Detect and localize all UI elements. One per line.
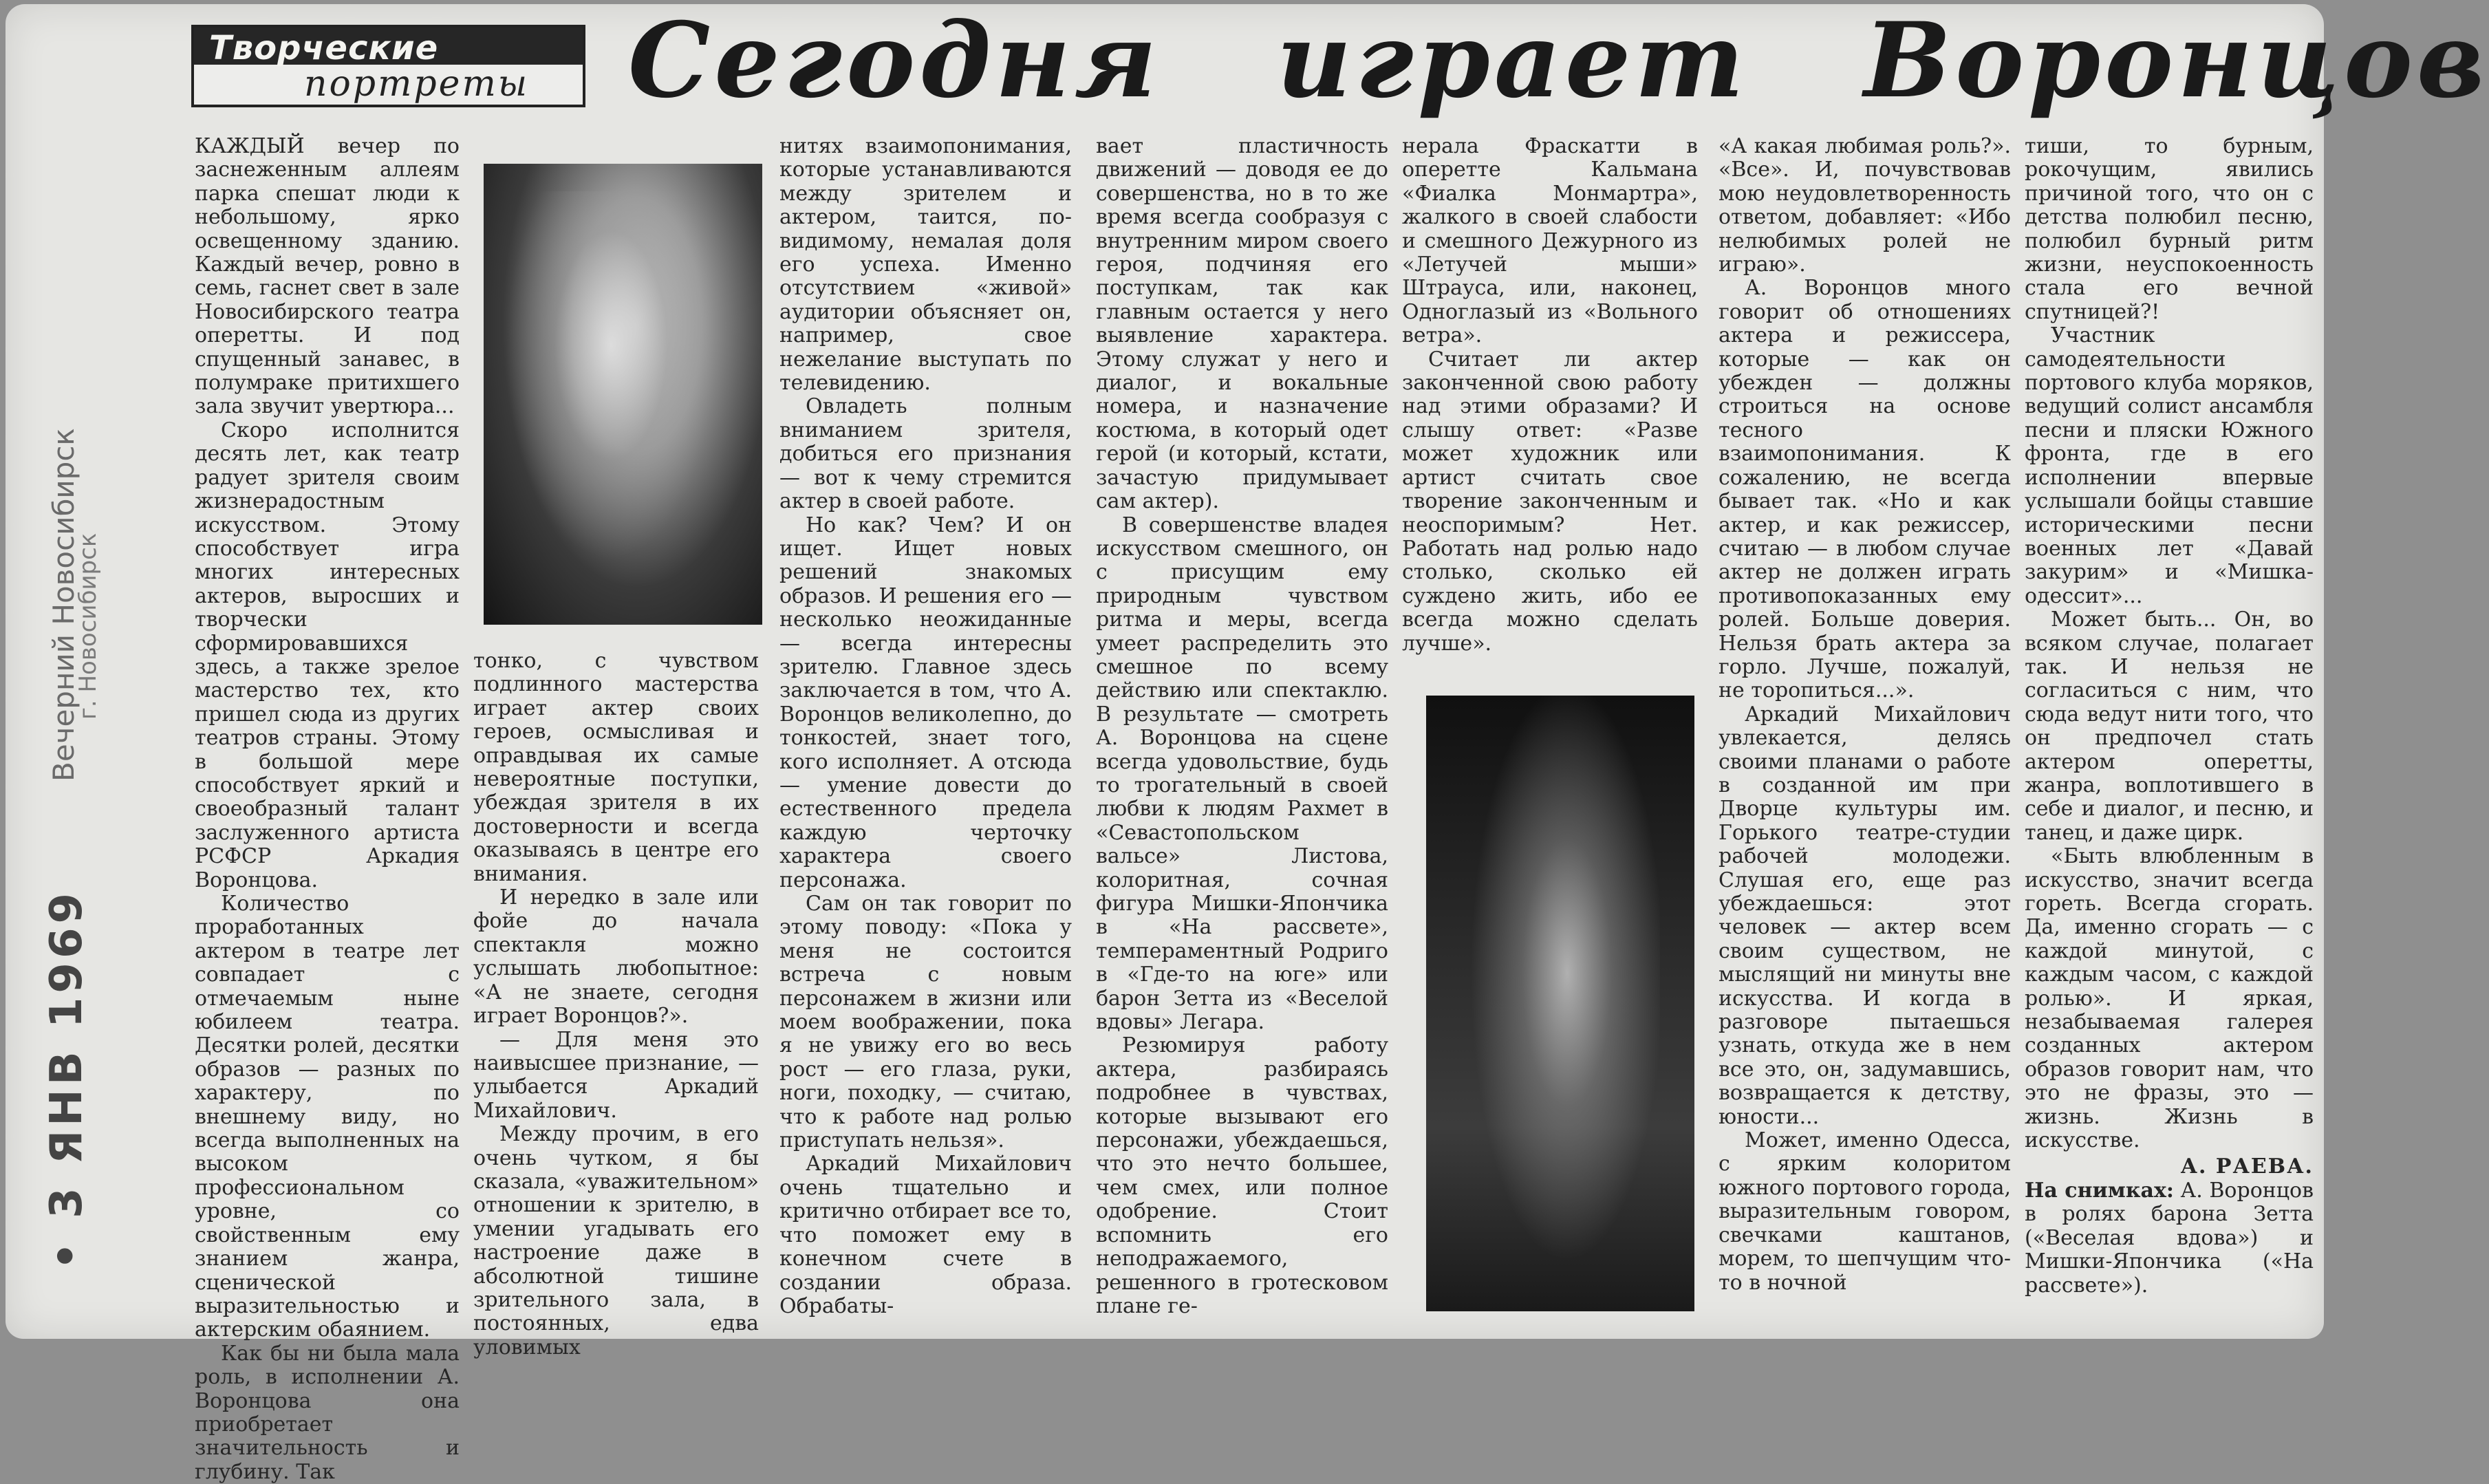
newspaper-name-text: Вечерний Новосибирск: [47, 428, 80, 782]
paragraph: В совершенстве владея искусством смешного, он с присущим ему природным чувством ритма и меры, всегда умеет распределить это смешное по всему действию или спектаклю. В результате — смотреть А. Воронцова на сцене всегда удовольствие, будь то трогательный в своей любви к людям Рахмет в «Севастопольском вальсе» Листова, колоритная, сочная фигура Мишки-Япончика в «На рассвете», темпераментный Родриго в «Где-то на юге» или барон Зетта из «Веселой вдовы» Легара.: [1096, 513, 1388, 1035]
paragraph: Резюмируя работу актера, разбираясь подробнее в чувствах, которые вызывают его персонажи, убеждаешься, что это нечто большее, чем смех, или полное одобрение. Стоит вспомнить его неподражаемого, решенного в гротесковом плане ге-: [1096, 1033, 1388, 1318]
paragraph: Но как? Чем? И он ищет. Ищет новых решений знакомых образов. И решения его — несколько неожиданные — всегда интересны зрителю. Главное здесь заключается в том, что А. Воронцов великолепно, до тонкостей, знает того, кого исполняет. А отсюда — умение довести до естественного предела каждую черточку характера своего персонажа.: [779, 513, 1072, 892]
paragraph: Аркадий Михайлович увлекается, делясь своими планами о работе в созданной им при Дворце культуры им. Горького театре-студии рабочей молодежи. Слушая его, еще раз убеждаешься: этот человек — актер всем своим существом, не мыслящий ни минуты вне искусства. И когда в разговоре пытаешься узнать, откуда же в нем все это, он, задумавшись, возвращается к детству, юности...: [1718, 702, 2011, 1129]
paragraph: Может быть... Он, во всяком случае, полагает так. И нельзя не согласиться с ним, что сюда ведут нити того, что он предпочел стать актером оперетты, жанра, воплотившего в себе и диалог, и песню, и танец, и даже цирк.: [2025, 607, 2314, 845]
paragraph: — Для меня это наивысшее признание, — улыбается Аркадий Михайлович.: [473, 1027, 759, 1123]
paragraph: Может, именно Одесса, с ярким колоритом южного портового города, выразительным говором, свечками каштанов, морем, то шепчущим что-то в ночной: [1718, 1128, 2011, 1295]
newspaper-clipping: [6, 0, 2489, 1484]
rubric-line1: Творческие: [209, 29, 439, 67]
paragraph: Количество проработанных актером в театре лет совпадает с отмечаемым ныне юбилеем театра. Десятки ролей, десятки образов — разных по характеру, по внешнему виду, но всегда выполненных на высоком профессиональном уровне, со свойственным ему знанием жанра, сценической выразительностью и актерским обаянием.: [195, 892, 460, 1342]
newspaper-city-text: г. Новосибирск: [74, 533, 102, 720]
stage-photo-highlight: [1454, 696, 1660, 1311]
article-column-3: [779, 135, 1072, 1318]
photo-caption: [2025, 1179, 2314, 1298]
paragraph: Считает ли актер законченной свою работу над этими образами? И слышу ответ: «Разве может художник или артист считать свое творение законченным и неоспоримым? Нет. Работать над ролью надо столько, сколько ей суждено жить, ибо ее всегда можно сделать лучше».: [1402, 347, 1698, 656]
article-column-4: [1096, 135, 1388, 1318]
paragraph: тонко, с чувством подлинного мастерства играет актер своих героев, осмысливая и оправдывая их самые невероятные поступки, убеждая зрителя в их достоверности и всегда оказываясь в центре его внимания.: [473, 649, 759, 886]
paragraph: Аркадий Михайлович очень тщательно и критично отбирает все то, что поможет ему в конечном счете в создании образа. Обрабаты-: [779, 1152, 1072, 1318]
paragraph: Овладеть полным вниманием зрителя, добиться его признания — вот к чему стремится актер в своей работе.: [779, 394, 1072, 514]
paragraph: КАЖДЫЙ вечер по заснеженным аллеям парка спешат люди к небольшому, ярко освещенному зданию. Каждый вечер, ровно в семь, гаснет свет в зале Новосибирского театра оперетты. И под спущенный занавес, в полумраке притихшего зала звучит увертюра...: [195, 134, 460, 419]
paragraph: «А какая любимая роль?». «Все». И, почувствовав мою неудовлетворенность ответом, добавляет: «Ибо нелюбимых ролей не играю».: [1718, 134, 2011, 277]
paragraph: Участник самодеятельности портового клуба моряков, ведущий солист ансамбля песни и пляски Южного фронта, где в его исполнении впервые услышали бойцы ставшие историческими песни военных лет «Давай закурим» и «Мишка-одессит»...: [2025, 323, 2314, 608]
paragraph: И нередко в зале или фойе до начала спектакля можно услышать любопытное: «А не знаете, сегодня играет Воронцов?».: [473, 885, 759, 1029]
caption-text: А. Воронцов в ролях барона Зетта («Веселая вдова») и Мишки-Япончика («На рассвете»).: [2025, 1178, 2314, 1298]
article-column-2: [473, 649, 759, 1359]
stage-photo: [1426, 696, 1694, 1311]
article-column-6: [1718, 135, 2011, 1295]
paragraph: Между прочим, в его очень чутком, я бы сказала, «уважительном» отношении к зрителю, в умении угадывать его настроение даже в абсолютной тишине зрительного зала, в постоянных, едва уловимых: [473, 1122, 759, 1359]
paragraph: нитях взаимопонимания, которые устанавливаются между зрителем и актером, таится, по-видимому, немалая доля его успеха. Именно отсутствием «живой» аудитории объясняет он, например, свое нежелание выступать по телевидению.: [779, 134, 1072, 396]
article-column-7: [2025, 135, 2314, 1298]
article-column-1: [195, 135, 460, 1484]
paragraph: вает пластичность движений — доводя ее до совершенства, но в то же время всегда сообразуя с внутренним миром своего героя, подчиняя его поступкам, так как главным остается у него выявление характера. Этому служат у него и диалог, и вокальные номера, и назначение костюма, в который одет герой (и который, кстати, зачастую придумывает сам актер).: [1096, 134, 1388, 514]
paragraph: Скоро исполнится десять лет, как театр радует зрителя своим жизнерадостным искусством. Этому способствует игра многих интересных актеров, выросших и творчески сформировавшихся здесь, а также зрелое мастерство тех, кто пришел сюда из других театров страны. Этому в большой мере способствует яркий и своеобразный талант заслуженного артиста РСФСР Аркадия Воронцова.: [195, 418, 460, 892]
rubric-label: [191, 25, 585, 107]
page-title: Сегодня играет Воронцов: [628, 0, 2489, 121]
caption-label: На снимках:: [2025, 1178, 2174, 1203]
paragraph: тиши, то бурным, рокочущим, явились причиной того, что он с детства полюбил песню, полюбил бурный ритм жизни, неуспокоенность стала его вечной спутницей?!: [2025, 134, 2314, 324]
date-stamp-text: • 3 ЯНВ 1969: [41, 888, 92, 1270]
paragraph: А. Воронцов много говорит об отношениях актера и режиссера, которые — как он убежден — должны строиться на основе тесного взаимопонимания. К сожалению, не всегда бывает так. «Но и как актер, и как режиссер, считаю — в любом случае актер не должен играть противопоказанных ему ролей. Больше доверия. Нельзя брать актера за горло. Лучше, пожалуй, не торопиться...».: [1718, 276, 2011, 703]
author-signature: А. РАЕВА.: [2180, 1154, 2314, 1179]
article-column-5: [1402, 135, 1698, 656]
portrait-photo-highlight: [497, 191, 724, 577]
paragraph: нерала Фраскатти в оперетте Кальмана «Фиалка Монмартра», жалкого в своей слабости и смешного Дежурного из «Летучей мыши» Штрауса, или, наконец, Одноглазый из «Вольного ветра».: [1402, 134, 1698, 348]
portrait-photo: [484, 164, 762, 625]
paragraph: «Быть влюбленным в искусство, значит всегда гореть. Всегда сгорать. Да, именно сгорать — с каждой минутой, с каждым часом, с каждой ролью». И яркая, незабываемая галерея созданных актером образов говорит нам, что это не фразы, это — жизнь. Жизнь в искусстве.: [2025, 844, 2314, 1153]
rubric-line2: портреты: [304, 63, 530, 105]
paragraph: Сам он так говорит по этому поводу: «Пока у меня не состоится встреча с новым персонажем в жизни или моем воображении, пока я не увижу его во весь рост — его глаза, руки, ноги, походку, — считаю, что к работе над ролью приступать нельзя».: [779, 892, 1072, 1153]
paragraph: Как бы ни была мала роль, в исполнении А. Воронцова она приобретает значительность и глубину. Так: [195, 1341, 460, 1484]
